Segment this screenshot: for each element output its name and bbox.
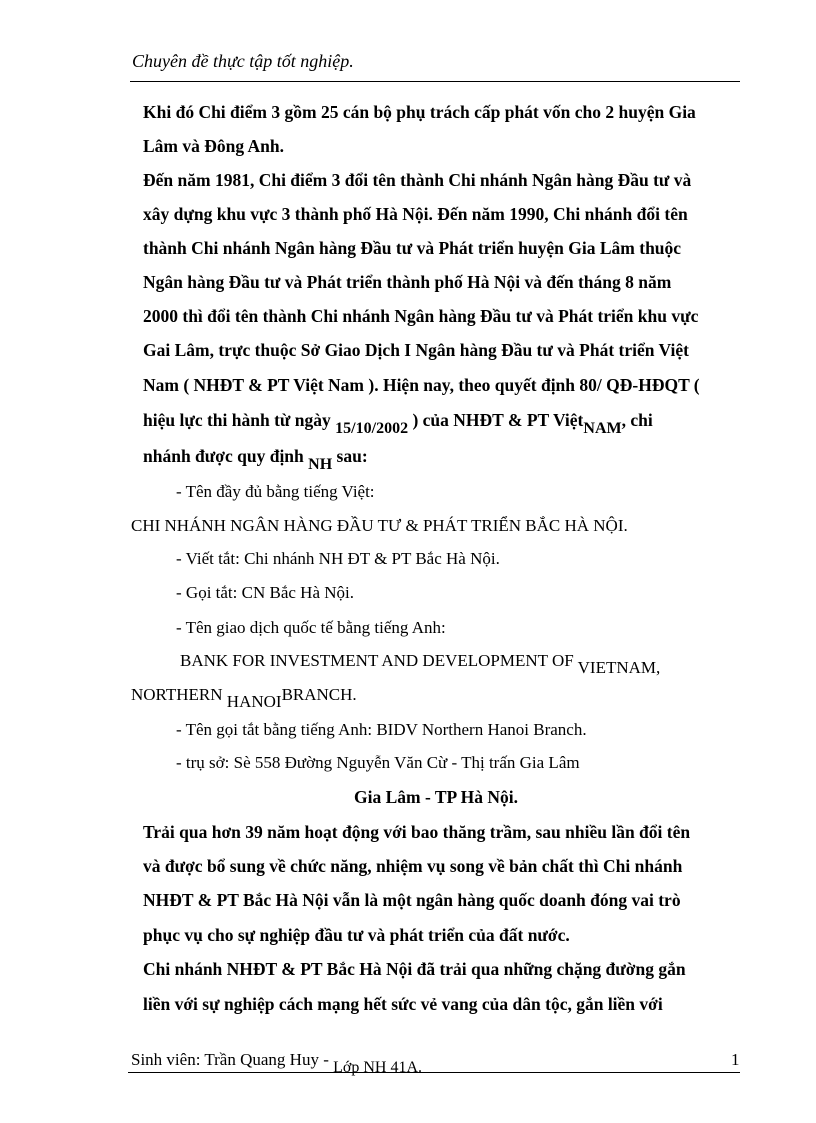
footer-class: Lớp NH 41A. <box>333 1059 423 1076</box>
body-line: thành Chi nhánh Ngân hàng Đầu tư và Phát triển huyện Gia Lâm thuộc <box>143 238 682 258</box>
body-line <box>143 410 653 437</box>
document-header-title: Chuyên đề thực tập tốt nghiệp. <box>132 51 354 71</box>
footer-divider <box>128 1072 740 1073</box>
issuer-label: ) của NHĐT & PT Việt <box>412 410 584 430</box>
issuer-nam: NAM <box>583 420 622 437</box>
header-divider <box>130 81 740 82</box>
intl-name-line <box>131 685 357 711</box>
intl-name-part: BANK FOR INVESTMENT AND DEVELOPMENT OF <box>180 651 574 670</box>
intl-name-part: BRANCH. <box>281 685 357 704</box>
body-line: và được bổ sung về chức năng, nhiệm vụ song về bản chất thì Chi nhánh <box>143 856 683 876</box>
name-item: - Tên giao dịch quốc tế bằng tiếng Anh: <box>176 618 446 637</box>
issuer-tail: , chi <box>621 410 653 430</box>
body-line: phục vụ cho sự nghiệp đầu tư và phát triển của đất nước. <box>143 925 570 945</box>
intl-name-part: VIETNAM, <box>577 658 661 677</box>
name-value: CHI NHÁNH NGÂN HÀNG ĐẦU TƯ & PHÁT TRIỂN BẮC HÀ NỘI. <box>131 516 628 535</box>
effective-date: 15/10/2002 <box>335 420 409 437</box>
body-line: NHĐT & PT Bắc Hà Nội vẫn là một ngân hàng quốc doanh đóng vai trò <box>143 890 681 910</box>
footer-student <box>131 1050 423 1076</box>
name-item: - trụ sở: Sè 558 Đường Nguyễn Văn Cừ - Thị trấn Gia Lâm <box>176 753 580 772</box>
effective-date-label: hiệu lực thi hành từ ngày <box>143 410 331 430</box>
intl-name-part: NORTHERN <box>131 685 223 704</box>
regulation-nh: NH <box>308 456 333 473</box>
body-line: Gai Lâm, trực thuộc Sở Giao Dịch I Ngân hàng Đầu tư và Phát triển Việt <box>143 340 689 360</box>
body-line: liền với sự nghiệp cách mạng hết sức vẻ vang của dân tộc, gắn liền với <box>143 994 663 1014</box>
regulation-label: nhánh được quy định <box>143 446 304 466</box>
footer-student-name: Sinh viên: Trần Quang Huy - <box>131 1050 329 1069</box>
name-item: - Tên gọi tắt bằng tiếng Anh: BIDV Northern Hanoi Branch. <box>176 720 587 739</box>
body-line: Chi nhánh NHĐT & PT Bắc Hà Nội đã trải qua những chặng đường gắn <box>143 959 686 979</box>
intl-name-part: HANOI <box>226 692 282 711</box>
address-line: Gia Lâm - TP Hà Nội. <box>354 787 518 807</box>
body-line: xây dựng khu vực 3 thành phố Hà Nội. Đến năm 1990, Chi nhánh đổi tên <box>143 204 688 224</box>
name-item: - Tên đầy đủ bằng tiếng Việt: <box>176 482 375 501</box>
body-line: Khi đó Chi điểm 3 gồm 25 cán bộ phụ trách cấp phát vốn cho 2 huyện Gia <box>143 102 696 122</box>
body-line: Đến năm 1981, Chi điểm 3 đổi tên thành Chi nhánh Ngân hàng Đầu tư và <box>143 170 692 190</box>
name-item: - Viết tắt: Chi nhánh NH ĐT & PT Bắc Hà Nội. <box>176 549 500 568</box>
regulation-tail: sau: <box>336 446 368 466</box>
body-line: Nam ( NHĐT & PT Việt Nam ). Hiện nay, theo quyết định 80/ QĐ-HĐQT ( <box>143 375 700 395</box>
body-line: Lâm và Đông Anh. <box>143 136 285 156</box>
page-number: 1 <box>731 1050 740 1069</box>
body-line: Ngân hàng Đầu tư và Phát triển thành phố Hà Nội và đến tháng 8 năm <box>143 272 672 292</box>
body-line: Trải qua hơn 39 năm hoạt động với bao thăng trầm, sau nhiều lần đổi tên <box>143 822 691 842</box>
name-item: - Gọi tắt: CN Bắc Hà Nội. <box>176 583 354 602</box>
body-line <box>143 446 368 473</box>
body-line: 2000 thì đổi tên thành Chi nhánh Ngân hàng Đầu tư và Phát triển khu vực <box>143 306 699 326</box>
intl-name-line <box>180 651 661 677</box>
